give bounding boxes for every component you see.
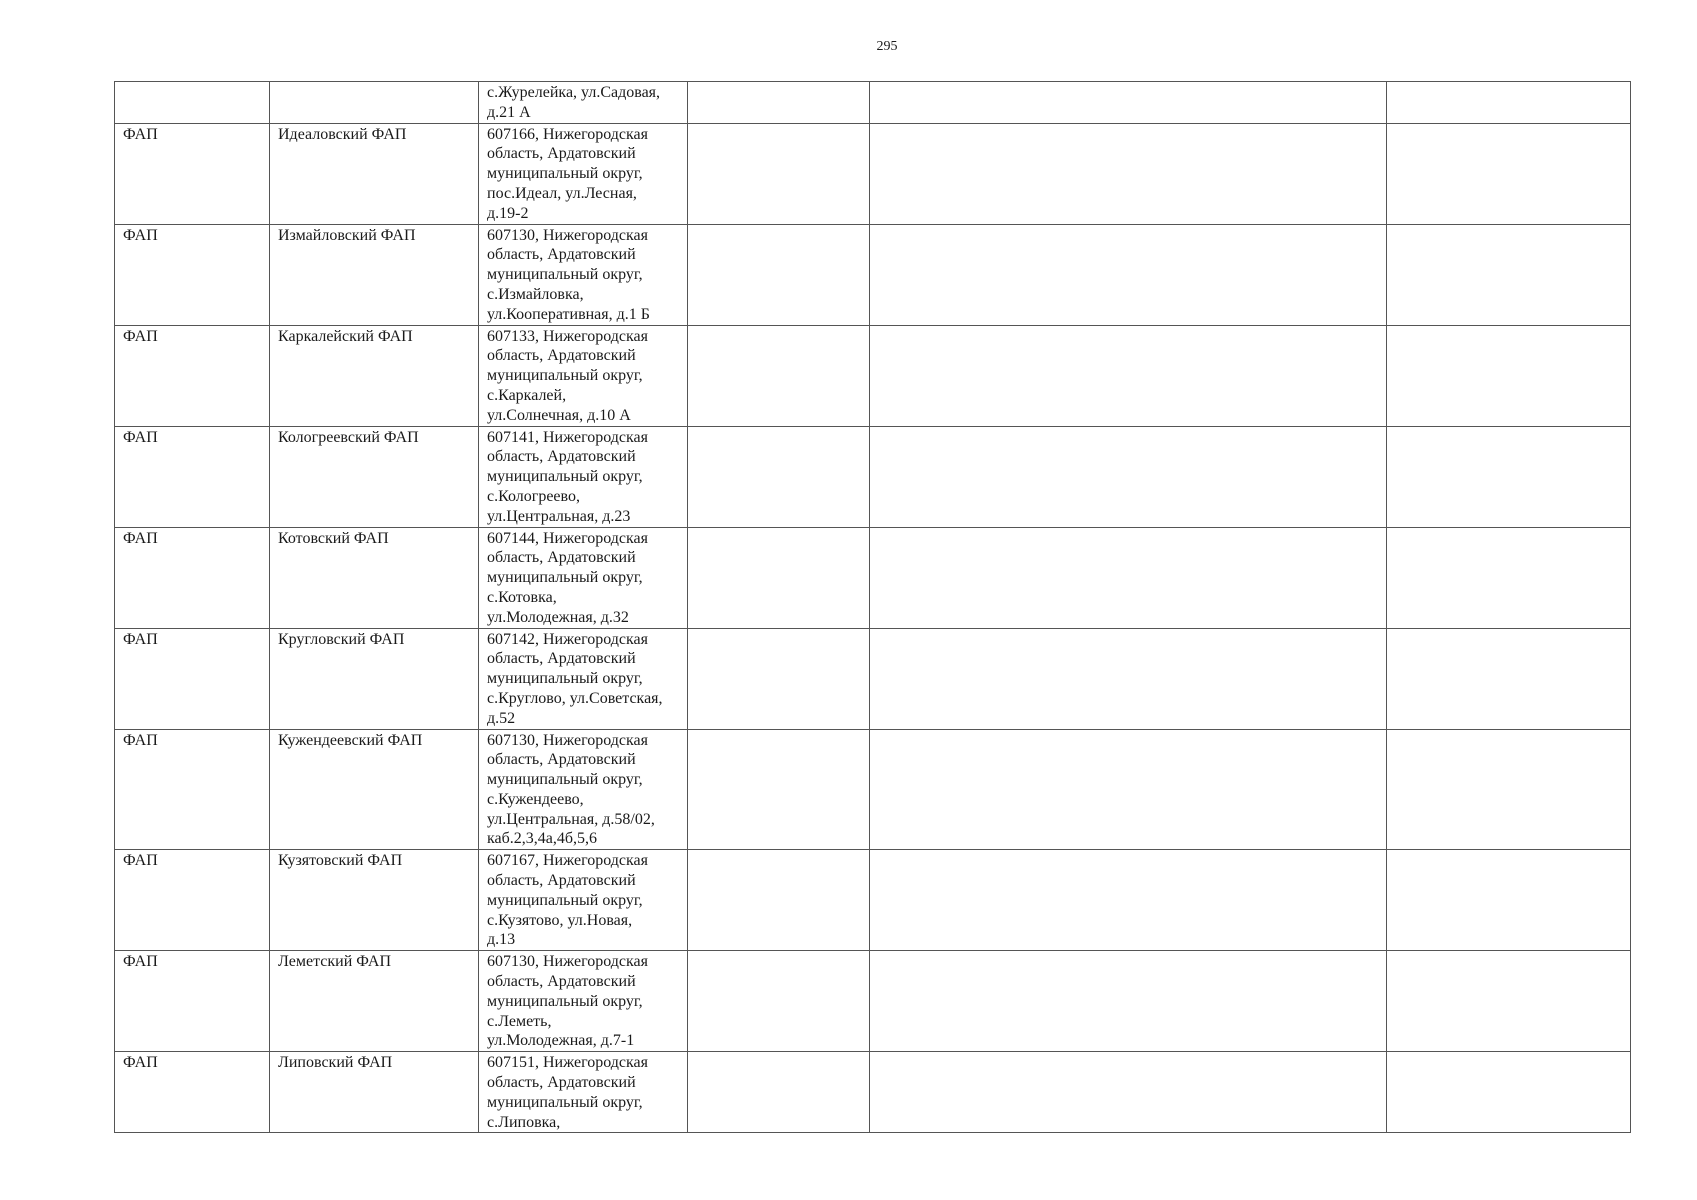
address-line: каб.2,3,4а,4б,5,6 — [487, 830, 598, 848]
empty-cell — [870, 850, 1387, 951]
facility-address-cell — [479, 850, 688, 951]
table-row — [115, 123, 1631, 224]
empty-cell — [1387, 325, 1631, 426]
facility-address-cell — [479, 123, 688, 224]
address-line: 607130, Нижегородская — [487, 731, 648, 749]
table-row — [115, 1052, 1631, 1133]
address-line: муниципальный округ, — [487, 1093, 643, 1111]
address-line: 607142, Нижегородская — [487, 630, 648, 648]
address-line: область, Ардатовский — [487, 872, 636, 890]
address-line: 607151, Нижегородская — [487, 1054, 648, 1072]
facility-address-cell — [479, 1052, 688, 1133]
empty-cell — [870, 123, 1387, 224]
facility-name-cell: Липовский ФАП — [270, 1052, 479, 1133]
address-line: область, Ардатовский — [487, 751, 636, 769]
empty-cell — [688, 426, 870, 527]
empty-cell — [688, 325, 870, 426]
address-line: область, Ардатовский — [487, 549, 636, 567]
facility-name-cell: Кругловский ФАП — [270, 628, 479, 729]
facility-address-cell — [479, 426, 688, 527]
address-line: область, Ардатовский — [487, 973, 636, 991]
address-line: муниципальный округ, — [487, 468, 643, 486]
empty-cell — [870, 224, 1387, 325]
facility-type-cell: ФАП — [115, 951, 270, 1052]
table-row — [115, 527, 1631, 628]
facility-type-cell: ФАП — [115, 123, 270, 224]
facility-address-cell — [479, 527, 688, 628]
table-row — [115, 82, 1631, 124]
address-line: 607133, Нижегородская — [487, 327, 648, 345]
address-line: ул.Центральная, д.23 — [487, 507, 631, 525]
address-line: муниципальный округ, — [487, 891, 643, 909]
address-line: д.21 А — [487, 103, 531, 121]
address-line: д.52 — [487, 709, 516, 727]
empty-cell — [688, 951, 870, 1052]
page-number: 295 — [876, 39, 898, 54]
facility-name-cell: Леметский ФАП — [270, 951, 479, 1052]
address-line: 607144, Нижегородская — [487, 529, 648, 547]
empty-cell — [870, 729, 1387, 850]
address-line: 607166, Нижегородская — [487, 125, 648, 143]
address-line: муниципальный округ, — [487, 165, 643, 183]
address-line: ул.Молодежная, д.32 — [487, 608, 629, 626]
address-line: с.Леметь, — [487, 1012, 552, 1030]
empty-cell — [688, 628, 870, 729]
address-line: муниципальный округ, — [487, 992, 643, 1010]
facility-name-cell: Кологреевский ФАП — [270, 426, 479, 527]
empty-cell — [688, 850, 870, 951]
table-body — [115, 82, 1631, 1133]
facility-name-cell: Каркалейский ФАП — [270, 325, 479, 426]
empty-cell — [1387, 224, 1631, 325]
facility-name-cell — [270, 82, 479, 124]
table-row — [115, 729, 1631, 850]
address-line: ул.Кооперативная, д.1 Б — [487, 305, 650, 323]
address-line: с.Кузятово, ул.Новая, — [487, 911, 633, 929]
address-line: ул.Центральная, д.58/02, — [487, 810, 655, 828]
empty-cell — [1387, 951, 1631, 1052]
address-line: муниципальный округ, — [487, 771, 643, 789]
facility-type-cell: ФАП — [115, 224, 270, 325]
empty-cell — [688, 729, 870, 850]
address-line: область, Ардатовский — [487, 145, 636, 163]
address-line: пос.Идеал, ул.Лесная, — [487, 184, 637, 202]
address-line: с.Котовка, — [487, 588, 557, 606]
address-line: с.Кологреево, — [487, 487, 580, 505]
address-line: с.Кужендеево, — [487, 790, 584, 808]
facility-address-cell — [479, 325, 688, 426]
empty-cell — [1387, 850, 1631, 951]
empty-cell — [870, 325, 1387, 426]
address-line: муниципальный округ, — [487, 367, 643, 385]
address-line: д.19-2 — [487, 204, 529, 222]
address-line: область, Ардатовский — [487, 448, 636, 466]
facility-name-cell: Идеаловский ФАП — [270, 123, 479, 224]
facility-type-cell: ФАП — [115, 1052, 270, 1133]
table-row — [115, 628, 1631, 729]
facility-address-cell — [479, 628, 688, 729]
address-line: д.13 — [487, 931, 516, 949]
facility-name-cell: Измайловский ФАП — [270, 224, 479, 325]
table-row — [115, 325, 1631, 426]
address-line: область, Ардатовский — [487, 246, 636, 264]
empty-cell — [1387, 82, 1631, 124]
address-line: область, Ардатовский — [487, 650, 636, 668]
facility-type-cell: ФАП — [115, 325, 270, 426]
empty-cell — [870, 951, 1387, 1052]
address-line: с.Измайловка, — [487, 285, 584, 303]
facility-name-cell: Кужендеевский ФАП — [270, 729, 479, 850]
facility-address-cell — [479, 729, 688, 850]
address-line: область, Ардатовский — [487, 347, 636, 365]
facility-type-cell: ФАП — [115, 850, 270, 951]
table-row — [115, 224, 1631, 325]
empty-cell — [688, 1052, 870, 1133]
facilities-table — [114, 81, 1631, 1133]
table-row — [115, 850, 1631, 951]
address-line: 607141, Нижегородская — [487, 428, 648, 446]
empty-cell — [870, 82, 1387, 124]
address-line: муниципальный округ, — [487, 569, 643, 587]
empty-cell — [870, 1052, 1387, 1133]
table-row — [115, 951, 1631, 1052]
empty-cell — [688, 123, 870, 224]
empty-cell — [1387, 628, 1631, 729]
address-line: 607167, Нижегородская — [487, 852, 648, 870]
empty-cell — [1387, 527, 1631, 628]
address-line: ул.Молодежная, д.7-1 — [487, 1032, 635, 1050]
empty-cell — [688, 82, 870, 124]
facility-type-cell — [115, 82, 270, 124]
facility-type-cell: ФАП — [115, 729, 270, 850]
empty-cell — [1387, 426, 1631, 527]
address-line: 607130, Нижегородская — [487, 226, 648, 244]
empty-cell — [870, 426, 1387, 527]
facility-address-cell — [479, 224, 688, 325]
empty-cell — [1387, 123, 1631, 224]
address-line: 607130, Нижегородская — [487, 953, 648, 971]
address-line: ул.Солнечная, д.10 А — [487, 406, 631, 424]
empty-cell — [1387, 1052, 1631, 1133]
facility-address-cell — [479, 82, 688, 124]
empty-cell — [688, 527, 870, 628]
address-line: с.Журелейка, ул.Садовая, — [487, 84, 661, 101]
address-line: муниципальный округ, — [487, 670, 643, 688]
address-line: с.Каркалей, — [487, 386, 567, 404]
facility-type-cell: ФАП — [115, 426, 270, 527]
empty-cell — [870, 628, 1387, 729]
facility-address-cell — [479, 951, 688, 1052]
address-line: с.Липовка, — [487, 1113, 561, 1131]
facility-name-cell: Котовский ФАП — [270, 527, 479, 628]
table-row — [115, 426, 1631, 527]
address-line: с.Круглово, ул.Советская, — [487, 689, 663, 707]
empty-cell — [870, 527, 1387, 628]
address-line: муниципальный округ, — [487, 266, 643, 284]
facility-type-cell: ФАП — [115, 628, 270, 729]
facility-name-cell: Кузятовский ФАП — [270, 850, 479, 951]
address-line: область, Ардатовский — [487, 1074, 636, 1092]
empty-cell — [1387, 729, 1631, 850]
facility-type-cell: ФАП — [115, 527, 270, 628]
empty-cell — [688, 224, 870, 325]
